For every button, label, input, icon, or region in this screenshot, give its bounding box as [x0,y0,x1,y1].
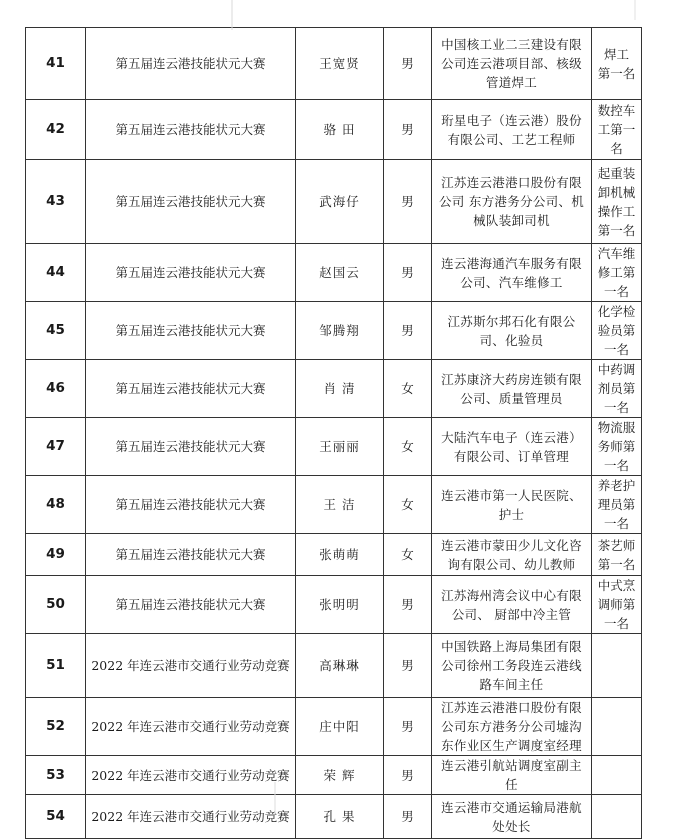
cell-number: 45 [26,302,86,360]
cell-gender: 男 [384,795,432,839]
cell-competition: 第五届连云港技能状元大赛 [86,160,296,244]
cell-name: 王丽丽 [296,418,384,476]
cell-gender: 女 [384,418,432,476]
cell-name: 武海仔 [296,160,384,244]
cell-unit-position: 江苏康济大药房连锁有限公司、质量管理员 [432,360,592,418]
cell-award [592,634,642,698]
cell-award: 中式烹调师第一名 [592,576,642,634]
cell-gender: 男 [384,244,432,302]
cell-award: 汽车维修工第一名 [592,244,642,302]
table-row [26,476,642,534]
cell-number: 48 [26,476,86,534]
cell-name: 赵国云 [296,244,384,302]
table-row [26,302,642,360]
cell-award: 茶艺师 第一名 [592,534,642,576]
cell-competition: 第五届连云港技能状元大赛 [86,418,296,476]
cell-unit-position: 连云港市交通运输局港航处处长 [432,795,592,839]
cell-name: 王宽贤 [296,28,384,100]
cell-name: 骆 田 [296,100,384,160]
cell-unit-position: 江苏海州湾会议中心有限公司、 厨部中冷主管 [432,576,592,634]
cell-unit-position: 连云港引航站调度室副主任 [432,756,592,795]
cell-number: 42 [26,100,86,160]
cell-number: 53 [26,756,86,795]
cell-unit-position: 中国铁路上海局集团有限公司徐州工务段连云港线路车间主任 [432,634,592,698]
cell-gender: 男 [384,160,432,244]
table-row [26,756,642,795]
cell-unit-position: 连云港市第一人民医院、护士 [432,476,592,534]
cell-competition: 第五届连云港技能状元大赛 [86,576,296,634]
cell-competition: 第五届连云港技能状元大赛 [86,476,296,534]
table-row [26,534,642,576]
cell-competition: 2022 年连云港市交通行业劳动竞赛 [86,634,296,698]
cell-gender: 男 [384,100,432,160]
cell-competition: 第五届连云港技能状元大赛 [86,302,296,360]
cell-unit-position: 中国核工业二三建设有限公司连云港项目部、核级管道焊工 [432,28,592,100]
honor-table [25,27,642,839]
table-sheet [25,27,641,839]
cell-unit-position: 江苏连云港港口股份有限公司东方港务分公司墟沟东作业区生产调度室经理 [432,698,592,756]
cell-number: 52 [26,698,86,756]
table-row [26,244,642,302]
table-row [26,100,642,160]
cell-competition: 第五届连云港技能状元大赛 [86,244,296,302]
cell-name: 张明明 [296,576,384,634]
cell-unit-position: 江苏连云港港口股份有限公司 东方港务分公司、机械队装卸司机 [432,160,592,244]
cell-competition: 第五届连云港技能状元大赛 [86,534,296,576]
cell-award: 数控车工第一名 [592,100,642,160]
cell-award [592,756,642,795]
cell-number: 54 [26,795,86,839]
table-row [26,360,642,418]
table-row [26,28,642,100]
table-row [26,418,642,476]
table-row [26,698,642,756]
cell-gender: 男 [384,302,432,360]
cell-competition: 第五届连云港技能状元大赛 [86,360,296,418]
cell-award [592,698,642,756]
table-row [26,576,642,634]
cell-competition: 2022 年连云港市交通行业劳动竞赛 [86,756,296,795]
cell-gender: 男 [384,634,432,698]
cell-gender: 女 [384,360,432,418]
table-row [26,795,642,839]
table-body [26,28,642,839]
cell-number: 46 [26,360,86,418]
cell-award [592,795,642,839]
cell-name: 荣 辉 [296,756,384,795]
cell-number: 41 [26,28,86,100]
cell-competition: 第五届连云港技能状元大赛 [86,28,296,100]
cell-name: 张萌萌 [296,534,384,576]
cell-gender: 男 [384,576,432,634]
cell-number: 47 [26,418,86,476]
cell-unit-position: 大陆汽车电子（连云港）有限公司、订单管理 [432,418,592,476]
cell-gender: 女 [384,476,432,534]
cell-unit-position: 连云港海通汽车服务有限公司、汽车维修工 [432,244,592,302]
cell-award: 化学检验员第一名 [592,302,642,360]
cell-number: 49 [26,534,86,576]
cell-unit-position: 连云港市蒙田少儿文化咨询有限公司、幼儿教师 [432,534,592,576]
cell-number: 44 [26,244,86,302]
cell-award: 中药调剂员第一名 [592,360,642,418]
cell-gender: 男 [384,28,432,100]
cell-competition: 2022 年连云港市交通行业劳动竞赛 [86,795,296,839]
cell-number: 51 [26,634,86,698]
cell-number: 50 [26,576,86,634]
cell-award: 物流服务师第一名 [592,418,642,476]
cell-unit-position: 珩星电子（连云港）股份有限公司、工艺工程师 [432,100,592,160]
cell-name: 庄中阳 [296,698,384,756]
cell-name: 肖 清 [296,360,384,418]
cell-name: 高琳琳 [296,634,384,698]
cell-name: 邹腾翔 [296,302,384,360]
cell-award: 养老护理员第一名 [592,476,642,534]
cell-number: 43 [26,160,86,244]
cell-competition: 2022 年连云港市交通行业劳动竞赛 [86,698,296,756]
cell-name: 王 洁 [296,476,384,534]
cell-award: 起重装卸机械操作工 第一名 [592,160,642,244]
cell-name: 孔 果 [296,795,384,839]
table-row [26,160,642,244]
cell-gender: 男 [384,698,432,756]
cell-gender: 女 [384,534,432,576]
cell-competition: 第五届连云港技能状元大赛 [86,100,296,160]
table-row [26,634,642,698]
cell-unit-position: 江苏斯尔邦石化有限公司、化验员 [432,302,592,360]
cell-gender: 男 [384,756,432,795]
cell-award: 焊工 第一名 [592,28,642,100]
